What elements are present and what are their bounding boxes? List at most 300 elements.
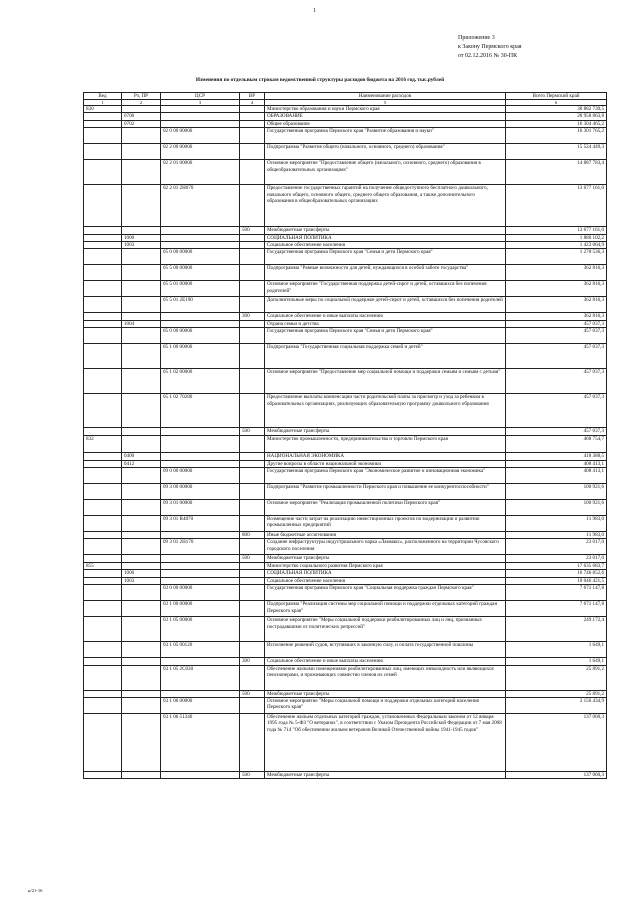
cell-vr <box>240 484 265 500</box>
cell-name: Государственная программа Пермского края "Семья и дети Пермского края" <box>265 328 506 344</box>
table-row <box>84 144 607 160</box>
cell-csr <box>161 562 240 569</box>
column-number: 5 <box>265 100 506 106</box>
cell-vr <box>240 697 265 713</box>
cell-csr <box>161 771 240 778</box>
cell-name: Исполнение решений судов, вступивших в законную силу, и оплата государственной пошлины <box>265 642 506 658</box>
cell-ved <box>84 642 122 658</box>
cell-name: Социальное обеспечение и иные выплаты населению <box>265 658 506 665</box>
cell-name: Межбюджетные трансферты <box>265 428 506 436</box>
cell-csr: 02 0 00 00000 <box>161 128 240 144</box>
cell-ved <box>84 484 122 500</box>
cell-name: Подпрограмма "Государственная социальная поддержка семей и детей" <box>265 344 506 369</box>
cell-name: Основное мероприятие "Предоставление общего (начального, основного, среднего) образования в общеобразовательных организациях" <box>265 160 506 185</box>
cell-csr: 02 2 00 00000 <box>161 144 240 160</box>
cell-amount: 408 413,1 <box>506 468 607 484</box>
cell-csr <box>161 532 240 539</box>
cell-rz-pr: 0700 <box>122 113 161 120</box>
cell-name: Государственная программа Пермского края "Экономическое развитие и инновационная экономика" <box>265 468 506 484</box>
footer-code: н/21-16 <box>28 888 43 893</box>
cell-ved <box>84 144 122 160</box>
cell-name: Охрана семьи и детства <box>265 320 506 327</box>
cell-amount: 457 037,3 <box>506 320 607 327</box>
table-row <box>84 771 607 778</box>
cell-csr: 03 1 06 51340 <box>161 713 240 771</box>
cell-amount: 100 921,6 <box>506 500 607 516</box>
table-row <box>84 713 607 771</box>
cell-rz-pr <box>122 516 161 532</box>
cell-name: Подпрограмма "Развитие общего (начального, основного, среднего) образования" <box>265 144 506 160</box>
cell-rz-pr: 0702 <box>122 120 161 127</box>
cell-rz-pr <box>122 106 161 113</box>
table-row <box>84 516 607 532</box>
table-row <box>84 601 607 617</box>
cell-ved <box>84 570 122 577</box>
cell-rz-pr: 0400 <box>122 453 161 460</box>
table-row <box>84 562 607 569</box>
cell-csr: 05 1 02 70280 <box>161 394 240 428</box>
cell-rz-pr: 1000 <box>122 234 161 241</box>
header-total: Всего Пермский край <box>506 93 607 100</box>
cell-name: НАЦИОНАЛЬНАЯ ЭКОНОМИКА <box>265 453 506 460</box>
cell-rz-pr <box>122 297 161 313</box>
cell-vr <box>240 500 265 516</box>
table-row <box>84 484 607 500</box>
cell-vr <box>240 562 265 569</box>
table-row <box>84 297 607 313</box>
cell-vr <box>240 297 265 313</box>
cell-name: Дополнительные меры по социальной поддержке детей-сирот и детей, оставшихся без попечения родителей <box>265 297 506 313</box>
cell-amount: 16 304 465,2 <box>506 120 607 127</box>
table-row <box>84 453 607 460</box>
cell-amount: 457 037,3 <box>506 369 607 394</box>
cell-csr <box>161 227 240 234</box>
cell-vr <box>240 585 265 601</box>
cell-name: Социальное обеспечение и иные выплаты населению <box>265 313 506 320</box>
cell-ved <box>84 265 122 281</box>
cell-name: Социальное обеспечение населения <box>265 242 506 249</box>
table-row <box>84 436 607 453</box>
cell-csr: 05 5 01 2Е190 <box>161 297 240 313</box>
appendix-line-1: Приложение 3 <box>458 35 495 41</box>
cell-amount: 362 816,3 <box>506 265 607 281</box>
cell-name: Основное мероприятие "Государственная поддержка детей-сирот и детей, оставшихся без попечения родителей" <box>265 281 506 297</box>
table-row <box>84 570 607 577</box>
cell-ved <box>84 313 122 320</box>
cell-amount: 10 046 421,5 <box>506 577 607 584</box>
cell-ved <box>84 658 122 665</box>
cell-amount: 457 037,3 <box>506 344 607 369</box>
cell-csr: 03 1 00 00000 <box>161 601 240 617</box>
cell-ved <box>84 227 122 234</box>
header-csr: ЦСР <box>161 93 240 100</box>
cell-amount: 3 156 434,9 <box>506 697 607 713</box>
appendix-line-2: к Закону Пермского края <box>458 44 522 50</box>
cell-rz-pr: 1004 <box>122 320 161 327</box>
cell-vr <box>240 234 265 241</box>
table-row <box>84 242 607 249</box>
cell-rz-pr <box>122 128 161 144</box>
cell-rz-pr <box>122 436 161 453</box>
cell-ved: 832 <box>84 436 122 453</box>
cell-csr: 09 3 00 00000 <box>161 484 240 500</box>
cell-vr <box>240 369 265 394</box>
cell-amount: 17 635 683,7 <box>506 562 607 569</box>
cell-name: Другие вопросы в области национальной экономики <box>265 460 506 467</box>
cell-name: Межбюджетные трансферты <box>265 771 506 778</box>
cell-rz-pr <box>122 771 161 778</box>
table-row <box>84 642 607 658</box>
cell-rz-pr <box>122 690 161 697</box>
cell-vr <box>240 320 265 327</box>
table-row <box>84 160 607 185</box>
cell-amount: 23 017,0 <box>506 539 607 555</box>
column-number: 6 <box>506 100 607 106</box>
cell-vr <box>240 460 265 467</box>
cell-ved <box>84 185 122 227</box>
cell-name: Подпрограмма "Реализация системы мер социальной помощи и поддержки отдельных категорий граждан Пермского края" <box>265 601 506 617</box>
table-row <box>84 555 607 562</box>
header-vr: ВР <box>240 93 265 100</box>
table-row <box>84 128 607 144</box>
cell-vr <box>240 665 265 690</box>
cell-amount: 362 816,3 <box>506 281 607 297</box>
cell-amount: 11 983,0 <box>506 516 607 532</box>
table-row <box>84 120 607 127</box>
cell-csr <box>161 460 240 467</box>
cell-rz-pr <box>122 665 161 690</box>
page-number: 1 <box>313 8 316 14</box>
cell-csr <box>161 690 240 697</box>
table-row <box>84 539 607 555</box>
cell-csr: 05 5 01 00000 <box>161 281 240 297</box>
cell-rz-pr <box>122 227 161 234</box>
cell-amount: 457 037,3 <box>506 428 607 436</box>
cell-amount: 16 746 852,6 <box>506 570 607 577</box>
cell-vr: 800 <box>240 532 265 539</box>
cell-ved <box>84 555 122 562</box>
cell-vr <box>240 344 265 369</box>
table-row <box>84 227 607 234</box>
cell-amount: 23 017,0 <box>506 555 607 562</box>
cell-amount: 362 816,3 <box>506 313 607 320</box>
cell-vr: 500 <box>240 227 265 234</box>
cell-csr <box>161 555 240 562</box>
table-row <box>84 697 607 713</box>
cell-name: Обеспечение жильем отдельных категорий граждан, установленных Федеральным законом от 12 января 1995 года № 5-ФЗ "О ветеранах", в соответствии с Указом Президента Российской Федерации от 7 мая 2008 года № 714 "Об обеспечении жильем ветеранов Великой Отечественной войны 1941-1945 годов" <box>265 713 506 771</box>
cell-vr <box>240 601 265 617</box>
cell-ved <box>84 160 122 185</box>
cell-csr: 03 1 05 00000 <box>161 617 240 642</box>
document-title: Изменения по отдельным строкам ведомственной структуры расходов бюджета на 2016 год, тыс.рублей <box>195 77 445 83</box>
cell-vr <box>240 144 265 160</box>
cell-csr <box>161 113 240 120</box>
cell-rz-pr <box>122 562 161 569</box>
table-row <box>84 328 607 344</box>
cell-amount: 13 677 161,0 <box>506 185 607 227</box>
cell-ved <box>84 532 122 539</box>
cell-ved <box>84 369 122 394</box>
cell-ved <box>84 344 122 369</box>
cell-ved <box>84 128 122 144</box>
cell-rz-pr <box>122 468 161 484</box>
cell-rz-pr <box>122 344 161 369</box>
cell-vr <box>240 436 265 453</box>
cell-csr: 03 0 00 00000 <box>161 585 240 601</box>
cell-ved <box>84 242 122 249</box>
cell-name: Общее образование <box>265 120 506 127</box>
cell-ved <box>84 328 122 344</box>
cell-csr <box>161 658 240 665</box>
cell-name: Предоставление государственных гарантий на получение общедоступного бесплатного дошкольного, начального общего, основного общего, среднего общего образования, а также дополнительного образования в общеобразовательных организациях <box>265 185 506 227</box>
cell-amount: 7 671 147,8 <box>506 585 607 601</box>
cell-vr <box>240 453 265 460</box>
table-row <box>84 106 607 113</box>
cell-vr <box>240 160 265 185</box>
cell-csr: 02 2 01 00000 <box>161 160 240 185</box>
cell-csr <box>161 428 240 436</box>
cell-csr <box>161 570 240 577</box>
cell-csr: 03 1 05 00120 <box>161 642 240 658</box>
cell-vr <box>240 577 265 584</box>
cell-name: Межбюджетные трансферты <box>265 690 506 697</box>
table-header-row <box>84 93 607 100</box>
cell-vr <box>240 328 265 344</box>
cell-name: Государственная программа Пермского края "Семья и дети Пермского края" <box>265 249 506 265</box>
cell-vr <box>240 394 265 428</box>
cell-vr <box>240 120 265 127</box>
cell-name: Предоставление выплаты компенсации части родительской платы за присмотр и уход за ребенком в образовательных организациях, реализующих образовательную программу дошкольного образования <box>265 394 506 428</box>
cell-vr <box>240 281 265 297</box>
cell-name: Министерство социального развития Пермского края <box>265 562 506 569</box>
cell-csr: 05 0 00 00000 <box>161 249 240 265</box>
cell-rz-pr <box>122 642 161 658</box>
cell-name: Создание инфраструктуры индустриального парка «Ламмакс», расположенного на территории Чусовского городского поселения <box>265 539 506 555</box>
cell-name: Обеспечение жилыми помещениями реабилитированных лиц, имеющих инвалидность или являющихся пенсионерами, и проживающих совместно членов их семей <box>265 665 506 690</box>
cell-rz-pr: 1003 <box>122 242 161 249</box>
cell-vr <box>240 265 265 281</box>
cell-name: Подпрограмма "Развитие промышленности Пермского края и повышение ее конкурентоспособности" <box>265 484 506 500</box>
cell-rz-pr <box>122 713 161 771</box>
cell-ved: 855 <box>84 562 122 569</box>
cell-amount: 1 649,1 <box>506 642 607 658</box>
table-row <box>84 617 607 642</box>
cell-ved <box>84 617 122 642</box>
cell-csr: 05 0 00 00000 <box>161 328 240 344</box>
header-ved: Вед <box>84 93 122 100</box>
cell-amount: 14 887 783,4 <box>506 160 607 185</box>
cell-vr: 300 <box>240 313 265 320</box>
cell-ved <box>84 428 122 436</box>
column-number: 2 <box>122 100 161 106</box>
cell-vr: 500 <box>240 428 265 436</box>
cell-amount: 362 816,3 <box>506 297 607 313</box>
cell-ved <box>84 468 122 484</box>
table-row <box>84 281 607 297</box>
cell-vr <box>240 128 265 144</box>
cell-csr <box>161 106 240 113</box>
cell-amount: 249 172,4 <box>506 617 607 642</box>
table-row <box>84 394 607 428</box>
cell-csr <box>161 313 240 320</box>
cell-ved <box>84 249 122 265</box>
cell-ved <box>84 120 122 127</box>
cell-rz-pr: 0412 <box>122 460 161 467</box>
cell-amount: 100 921,6 <box>506 484 607 500</box>
table-row <box>84 690 607 697</box>
cell-rz-pr <box>122 313 161 320</box>
cell-ved <box>84 771 122 778</box>
cell-vr: 500 <box>240 771 265 778</box>
table-row <box>84 320 607 327</box>
cell-rz-pr <box>122 369 161 394</box>
cell-amount: 28 958 863,8 <box>506 113 607 120</box>
cell-ved <box>84 539 122 555</box>
cell-csr: 09 0 00 00000 <box>161 468 240 484</box>
cell-ved <box>84 665 122 690</box>
cell-vr <box>240 713 265 771</box>
table-row <box>84 344 607 369</box>
cell-csr: 09 3 01 00000 <box>161 500 240 516</box>
column-number: 1 <box>84 100 122 106</box>
cell-ved <box>84 577 122 584</box>
cell-vr <box>240 249 265 265</box>
cell-amount: 13 677 161,0 <box>506 227 607 234</box>
cell-name: Подпрограмма "Равные возможности для детей, нуждающихся в особой заботе государства" <box>265 265 506 281</box>
cell-vr <box>240 185 265 227</box>
cell-vr <box>240 516 265 532</box>
table-row <box>84 577 607 584</box>
column-number: 3 <box>161 100 240 106</box>
cell-vr <box>240 617 265 642</box>
cell-name: СОЦИАЛЬНАЯ ПОЛИТИКА <box>265 570 506 577</box>
header-name: Наименование расходов <box>265 93 506 100</box>
cell-csr <box>161 577 240 584</box>
cell-vr <box>240 113 265 120</box>
cell-rz-pr <box>122 428 161 436</box>
cell-name: Государственная программа Пермского края "Развитие образования и науки" <box>265 128 506 144</box>
cell-vr <box>240 106 265 113</box>
cell-ved <box>84 297 122 313</box>
cell-rz-pr: 1000 <box>122 570 161 577</box>
cell-ved <box>84 113 122 120</box>
cell-name: Основное мероприятие "Меры социальной поддержки реабилитированных лиц и лиц, признанных пострадавшими от политических репрессий" <box>265 617 506 642</box>
cell-rz-pr <box>122 160 161 185</box>
cell-name: Министерство образования и науки Пермского края <box>265 106 506 113</box>
cell-amount: 1 649,1 <box>506 658 607 665</box>
cell-rz-pr <box>122 658 161 665</box>
cell-name: ОБРАЗОВАНИЕ <box>265 113 506 120</box>
table-row <box>84 460 607 467</box>
cell-csr: 05 5 00 00000 <box>161 265 240 281</box>
table-body <box>84 106 607 779</box>
cell-ved: 830 <box>84 106 122 113</box>
table-row <box>84 265 607 281</box>
cell-csr: 03 1 05 2С030 <box>161 665 240 690</box>
cell-rz-pr <box>122 532 161 539</box>
cell-rz-pr <box>122 249 161 265</box>
table-row <box>84 234 607 241</box>
cell-amount: 137 060,3 <box>506 713 607 771</box>
cell-name: Межбюджетные трансферты <box>265 227 506 234</box>
cell-amount: 15 524 449,3 <box>506 144 607 160</box>
cell-ved <box>84 713 122 771</box>
cell-csr <box>161 453 240 460</box>
cell-csr <box>161 436 240 453</box>
cell-amount: 1 423 064,9 <box>506 242 607 249</box>
cell-vr <box>240 242 265 249</box>
cell-csr: 09 3 01 2Н170 <box>161 539 240 555</box>
cell-rz-pr <box>122 281 161 297</box>
cell-ved <box>84 601 122 617</box>
cell-name: Социальное обеспечение населения <box>265 577 506 584</box>
cell-rz-pr <box>122 617 161 642</box>
cell-rz-pr <box>122 144 161 160</box>
cell-name: Министерство промышленности, предпринимательства и торговли Пермского края <box>265 436 506 453</box>
table-row <box>84 468 607 484</box>
cell-ved <box>84 320 122 327</box>
cell-csr: 05 1 02 00000 <box>161 369 240 394</box>
cell-amount: 408 413,1 <box>506 460 607 467</box>
cell-rz-pr <box>122 394 161 428</box>
table-row <box>84 369 607 394</box>
cell-amount: 418 388,5 <box>506 453 607 460</box>
cell-ved <box>84 516 122 532</box>
cell-rz-pr <box>122 585 161 601</box>
table-row <box>84 113 607 120</box>
cell-csr <box>161 120 240 127</box>
cell-ved <box>84 460 122 467</box>
header-rz-pr: Рз, ПР <box>122 93 161 100</box>
cell-rz-pr <box>122 265 161 281</box>
cell-name: СОЦИАЛЬНАЯ ПОЛИТИКА <box>265 234 506 241</box>
cell-ved <box>84 585 122 601</box>
cell-vr: 500 <box>240 690 265 697</box>
cell-name: Основное мероприятие "Меры социальной помощи и поддержки отдельных категорий населения Пермского края" <box>265 697 506 713</box>
cell-rz-pr <box>122 697 161 713</box>
cell-csr: 09 3 01 R4870 <box>161 516 240 532</box>
cell-csr: 05 1 00 00000 <box>161 344 240 369</box>
cell-vr <box>240 570 265 577</box>
cell-vr: 500 <box>240 555 265 562</box>
table-row <box>84 500 607 516</box>
cell-name: Межбюджетные трансферты <box>265 555 506 562</box>
cell-ved <box>84 281 122 297</box>
cell-ved <box>84 500 122 516</box>
table-row <box>84 658 607 665</box>
cell-amount: 30 882 739,5 <box>506 106 607 113</box>
cell-rz-pr <box>122 484 161 500</box>
cell-name: Государственная программа Пермского края "Социальная поддержка граждан Пермского края" <box>265 585 506 601</box>
cell-csr <box>161 234 240 241</box>
cell-ved <box>84 234 122 241</box>
cell-csr <box>161 242 240 249</box>
table-row <box>84 249 607 265</box>
cell-csr: 03 1 06 00000 <box>161 697 240 713</box>
appendix-block <box>458 34 522 61</box>
table-row <box>84 428 607 436</box>
cell-rz-pr <box>122 185 161 227</box>
table-row <box>84 532 607 539</box>
cell-amount: 137 060,3 <box>506 771 607 778</box>
table-row <box>84 185 607 227</box>
cell-name: Основное мероприятие "Предоставление мер социальной помощи и поддержки семьям и семьям с детьми" <box>265 369 506 394</box>
budget-table <box>83 92 607 779</box>
table-row <box>84 665 607 690</box>
cell-rz-pr: 1003 <box>122 577 161 584</box>
table-row <box>84 313 607 320</box>
cell-name: Возмещение части затрат на реализацию инвестиционных проектов по модернизации и развитию промышленных предприятий <box>265 516 506 532</box>
